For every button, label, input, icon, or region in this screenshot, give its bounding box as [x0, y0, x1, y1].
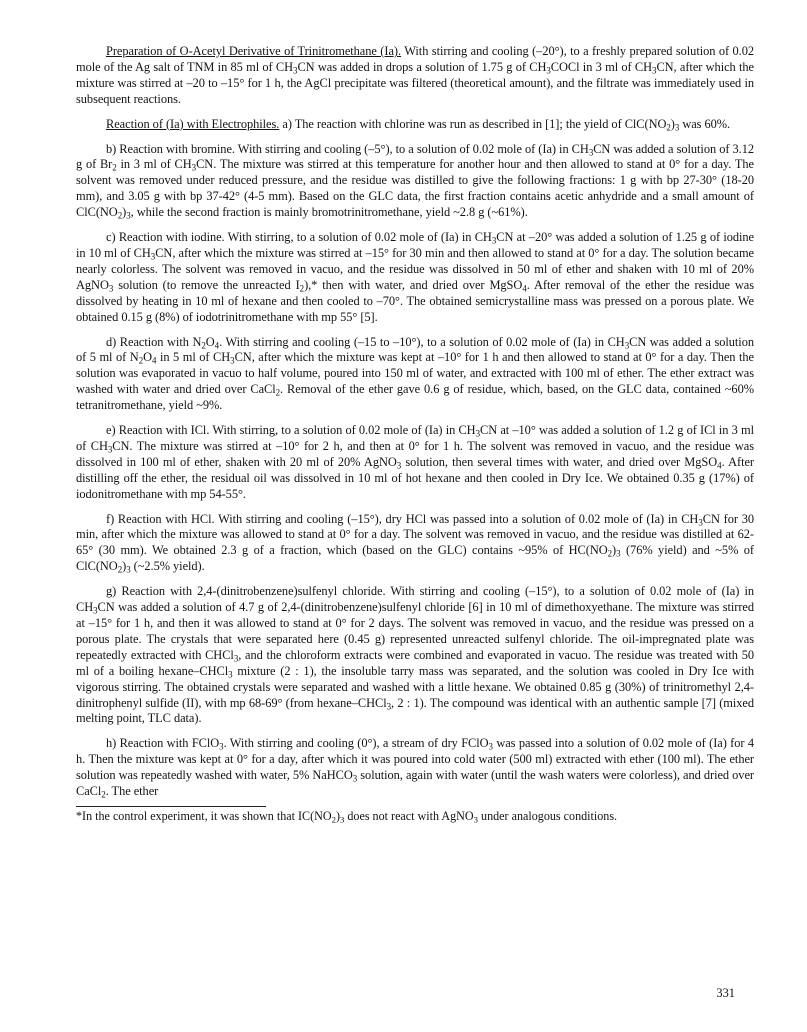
paragraph: [76, 142, 754, 222]
paragraph-text: With stirring and cooling (–20°), to a freshly prepared solution of 0.02 mole of the Ag salt of TNM in 85 ml of $CH_3CN$ was added in drops a solution of 1.75 g of $CH_3COCl$ in 3 ml of $CH_3CN$, after which the mixture was stirred at –20 to –15° for 1 h, the AgCl precipitate was filtered (theoretical amount), and the filtrate was immediately used in subsequent reactions.: [76, 44, 754, 106]
footnote-rule: [76, 806, 266, 807]
paragraph: [76, 230, 754, 325]
paragraph: [76, 512, 754, 576]
paragraph-text: g) Reaction with 2,4-(dinitrobenzene)sulfenyl chloride. With stirring and cooling (–15°), to a solution of 0.02 mole of (Ia) in $CH_3CN$ was added a solution of 4.7 g of 2,4-(dinitrobenzene)sulfenyl chloride [6] in 10 ml of dimethoxyethane. The mixture was stirred at –15° for 1 h, and then it was allowed to stand at 0° for 2 days. The solvent was removed in vacuo, and the residue was pressed on a porous plate. The crystals that were separated here (0.45 g) represented unreacted sulfenyl chloride. The oil-impregnated plate was repeatedly extracted with CHCl$_3$, and the chloroform extracts were combined and evaporated in vacuo. The residue was treated with 50 ml of a boiling hexane–CHCl$_3$ mixture (2 : 1), the insoluble tarry mass was separated, and the solution was cooled in Dry Ice with vigorous stirring. The obtained crystals were separated and washed with a little hexane. We obtained 0.85 g (30%) of trinitromethyl 2,4-dinitrophenyl sulfide (II), with mp 68-69° (from hexane–CHCl$_3$, 2 : 1). The compound was identical with an authentic sample [7] (mixed melting point, TLC data).: [76, 584, 754, 726]
paragraph: [76, 584, 754, 727]
document-page: [76, 44, 754, 824]
paragraph-text: c) Reaction with iodine. With stirring, to a solution of 0.02 mole of (Ia) in $CH_3CN$ at –20° was added a solution of 1.25 g of iodine in 10 ml of $CH_3CN$, after which the mixture was stirred at –15° for 30 min and then allowed to stand at 0° for a day. The solution became nearly colorless. The solvent was removed in vacuo, and the residue was dissolved in 50 ml of ether and shaken with 10 ml of 20% AgNO$_3$ solution (to remove the unreacted $I_2),*$ then with water, and dried over MgSO$_4$. After removal of the ether the residue was dissolved by heating in 10 ml of hexane and then cooled to –70°. The obtained semicrystalline mass was pressed on a porous plate. We obtained 0.15 g (8%) of iodotrinitromethane with mp 55° [5].: [76, 230, 755, 324]
paragraph-text: h) Reaction with FClO$_3$. With stirring and cooling (0°), a stream of dry FClO$_3$ was passed into a solution of 0.02 mole of (Ia) for 4 h. Then the mixture was kept at 0° for a day, after which it was poured into cold water (500 ml) extracted with ether (100 ml). The ether solution was repeatedly washed with water, 5% NaHCO$_3$ solution, again with water (until the wash waters were colorless), and dried over CaCl$_2$. The ether: [76, 736, 754, 800]
paragraph: [76, 736, 754, 800]
paragraph: [76, 335, 754, 415]
page-number: 331: [716, 986, 735, 1000]
paragraph-text: d) Reaction with $N_2O_4$. With stirring and cooling (–15 to –10°), to a solution of 0.02 mole of (Ia) in $CH_3CN$ was added a solution of 5 ml of $N_2O_4$ in 5 ml of $CH_3CN$, after which the mixture was kept at –10° for 1 h and then allowed to stand at 0° for a day. Then the solution was evaporated in vacuo to half volume, poured into 150 ml of water, and extracted with 100 ml of ether. The ether extract was washed with water and dried over CaCl$_2$. Removal of the ether gave 0.6 g of residue, which, based, on the GLC data, contained ~60% tetranitromethane, yield ~9%.: [76, 334, 754, 413]
footnote: *In the control experiment, it was shown that $IC(NO_2)_3$ does not react with AgNO$_3$ under analogous conditions.: [76, 808, 618, 825]
paragraph: [76, 44, 754, 108]
paragraph-text: f) Reaction with HCl. With stirring and cooling (–15°), dry HCl was passed into a solution of 0.02 mole of (Ia) in $CH_3CN$ for 30 min, after which the mixture was allowed to stand at 0° for a day. The solvent was removed in vacuo, and the residue was distilled at 62-65° (30 mm). We obtained 2.3 g of a fraction, which (based on the GLC) contains ~95% of $HC(NO_2)_3$ (76% yield) and ~5% of $ClC(NO_2)_3$ (~2.5% yield).: [76, 511, 755, 575]
body-text: [76, 44, 754, 800]
paragraph: [76, 423, 754, 503]
paragraph-text: b) Reaction with bromine. With stirring and cooling (–5°), to a solution of 0.02 mole of (Ia) in $CH_3CN$ was added a solution of 3.12 g of $Br_2$ in 3 ml of $CH_3CN$. The mixture was stirred at this temperature for another hour and then allowed to stand at 0° for a day. The solvent was removed under reduced pressure, and the residue was distilled to give the following fractions: 1 g with bp 27-30° (18-20 mm), and 3.05 g with bp 37-42° (4-5 mm). Based on the GLC data, the first fraction contains acetic anhydride and a small amount of $ClC(NO_2)_3$, while the second fraction is mainly bromotrinitromethane, yield ~2.8 g (~61%).: [76, 141, 754, 221]
paragraph-text: e) Reaction with ICl. With stirring, to a solution of 0.02 mole of (Ia) in $CH_3CN$ at –10° was added a solution of 1.2 g of ICl in 3 ml of $CH_3CN$. The mixture was stirred at –10° for 2 h, and then at 0° for 1 h. The solvent was removed in vacuo, and the residue was dissolved in 100 ml of ether, shaken with 20 ml of 20% AgNO$_3$ solution, then several times with water, and dried over MgSO$_4$. After distilling off the ether, the residual oil was dissolved in 10 ml of hot hexane and then cooled in Dry Ice. We obtained 0.35 g (17%) of iodonitromethane with mp 54-55°.: [76, 423, 755, 501]
paragraph: [76, 117, 754, 133]
paragraph-text: a) The reaction with chlorine was run as described in [1]; the yield of $ClC(NO_2)_3$ was 60%.: [282, 116, 731, 133]
section-heading: Reaction of (Ia) with Electrophiles.: [106, 116, 280, 131]
section-heading: Preparation of O-Acetyl Derivative of Trinitromethane (Ia).: [106, 44, 402, 58]
